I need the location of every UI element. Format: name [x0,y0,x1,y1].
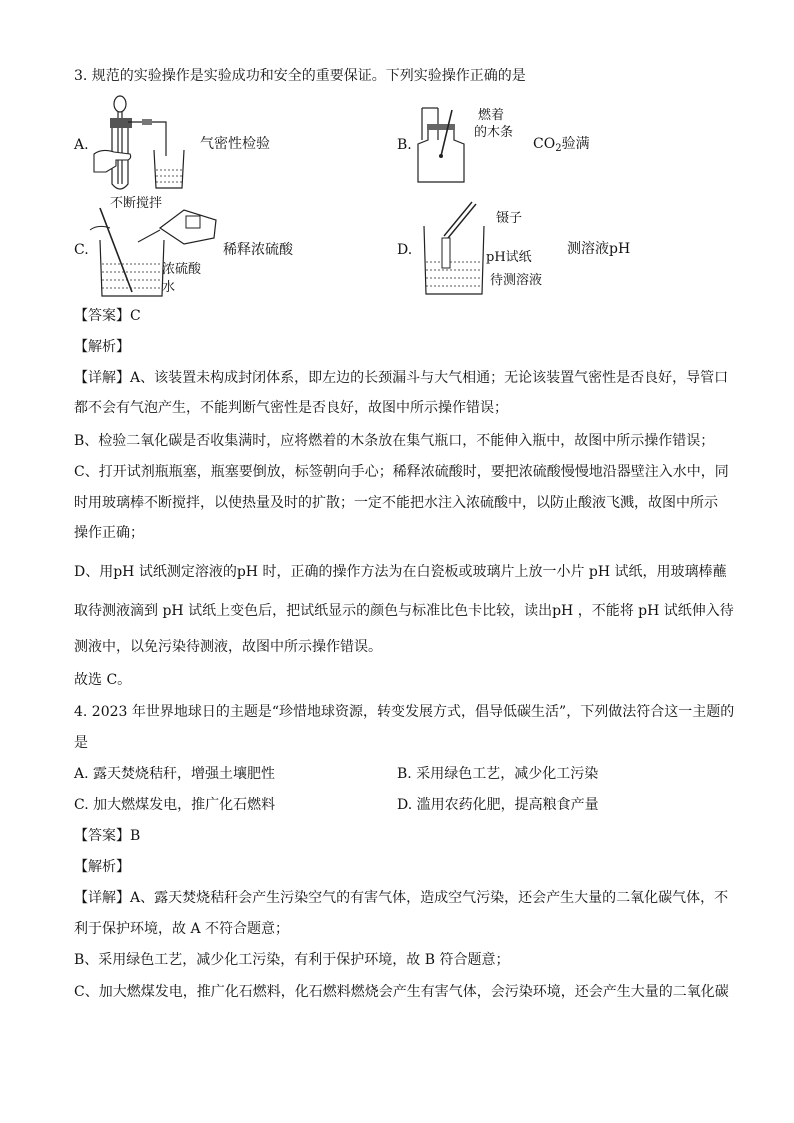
q4-option-c: C. 加大燃煤发电，推广化石燃料 [74,797,276,813]
airtightness-apparatus-figure [92,92,186,196]
q4-option-d: D. 滥用农药化肥，提高粮食产量 [397,797,599,813]
q4-detail-line-4: C、加大燃煤发电，推广化石燃料，化石燃料燃烧会产生有害气体，会污染环境，还会产生大量的二氧化碳 [74,984,729,1000]
q3-detail-line-10: 故选 C。 [74,672,132,688]
conc-acid-label: 浓硫酸 [162,262,202,277]
q4-analysis-title: 【解析】 [74,859,130,875]
burning-stick-label-2: 的木条 [474,125,514,140]
q3-option-a-letter: A. [74,137,89,153]
q3-option-a-label: 气密性检验 [200,136,270,152]
q3-option-d-label: 测溶液pH [567,241,631,257]
water-label: 水 [162,280,176,295]
ph-paper-label: pH试纸 [486,250,532,265]
q4-option-b: B. 采用绿色工艺，减少化工污染 [397,766,599,782]
q3-option-d-letter: D. [397,242,413,258]
q3-detail-line-4: C、打开试剂瓶瓶塞，瓶塞要倒放，标签朝向手心；稀释浓硫酸时，要把浓硫酸慢慢地沿器壁注入水中，同 [74,464,729,480]
test-solution-label: 待测溶液 [490,273,543,288]
q4-detail-line-1: 【详解】A、露天焚烧秸秆会产生污染空气的有害气体，造成空气污染，还会产生大量的二氧化碳气体，不 [74,890,729,906]
q3-stem: 3. 规范的实验操作是实验成功和安全的重要保证。下列实验操作正确的是 [74,68,526,84]
q3-detail-line-1: 【详解】A、该装置未构成封闭体系，即左边的长颈漏斗与大气相通；无论该装置气密性是否良好，导管口 [74,370,729,386]
q3-detail-line-6: 操作正确； [74,525,144,541]
q4-stem-line-2: 是 [74,735,88,751]
q3-option-c-label: 稀释浓硫酸 [223,242,293,258]
q4-stem-line-1: 4. 2023 年世界地球日的主题是“珍惜地球资源，转变发展方式，倡导低碳生活”，下列做法符合这一主题的 [74,704,735,720]
q3-option-c-letter: C. [74,242,89,258]
tweezers-label: 镊子 [496,211,523,226]
dilute-acid-figure [88,200,218,300]
q3-analysis-title: 【解析】 [74,339,130,355]
q4-detail-line-2: 利于保护环境，故 A 不符合题意； [74,921,290,937]
gas-bottle-figure [414,104,474,188]
q3-detail-line-8: 取待测液滴到 pH 试纸上变色后，把试纸显示的颜色与标准比色卡比较，读出pH ，不能将 pH 试纸伸入待 [74,603,734,619]
q3-detail-line-2: 都不会有气泡产生，不能判断气密性是否良好，故图中所示操作错误； [74,400,508,416]
burning-stick-label-1: 燃着 [478,108,505,123]
q3-detail-line-5: 时用玻璃棒不断搅拌，以使热量及时的扩散；一定不能把水注入浓硫酸中，以防止酸液飞溅，故图中所示 [74,495,718,511]
q3-option-b-label: $CO_2$验满 [533,136,590,154]
q4-detail-line-3: B、采用绿色工艺，减少化工污染，有利于保护环境，故 B 符合题意； [74,952,510,968]
stirring-label: 不断搅拌 [110,196,163,211]
q4-option-a: A. 露天焚烧秸秆，增强土壤肥性 [74,766,276,782]
q3-detail-line-9: 测液中，以免污染待测液，故图中所示操作错误。 [74,639,382,655]
q3-detail-line-7: D、用pH 试纸测定溶液的pH 时，正确的操作方法为在白瓷板或玻璃片上放一小片 pH 试纸，用玻璃棒蘸 [74,564,727,580]
q3-option-b-letter: B. [397,137,412,153]
q3-answer: 【答案】C [74,308,141,324]
ph-test-figure [418,196,488,300]
q3-detail-line-3: B、检验二氧化碳是否收集满时，应将燃着的木条放在集气瓶口，不能伸入瓶中，故图中所示操作错误； [74,433,715,449]
q4-answer: 【答案】B [74,828,141,844]
